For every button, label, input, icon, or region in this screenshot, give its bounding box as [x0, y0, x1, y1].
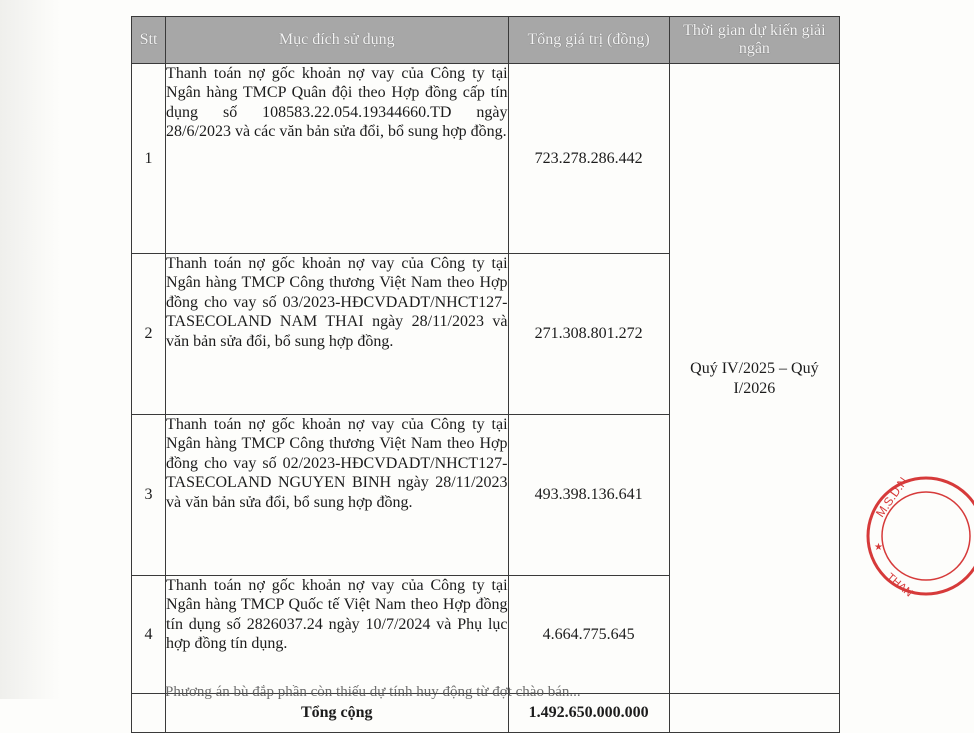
total-label: Tổng cộng [166, 694, 508, 733]
company-seal-stamp [864, 466, 974, 606]
page-edge-shadow [0, 0, 60, 699]
row-value: 723.278.286.442 [508, 64, 669, 254]
svg-text:M.S.D.N: M.S.D.N [872, 474, 911, 520]
row-value: 4.664.775.645 [508, 576, 669, 694]
header-stt: Stt [132, 17, 166, 64]
total-value: 1.492.650.000.000 [508, 694, 669, 733]
disbursement-time: Quý IV/2025 – Quý I/2026 [669, 64, 839, 694]
row-purpose: Thanh toán nợ gốc khoản nợ vay của Công ty tại Ngân hàng TMCP Quân đội theo Hợp đồng cấp tín dụng số 108583.22.054.19344660.TD ngày 28/6/2023 và các văn bản sửa đổi, bổ sung hợp đồng. [166, 64, 508, 254]
row-purpose: Thanh toán nợ gốc khoản nợ vay của Công ty tại Ngân hàng TMCP Công thương Việt Nam theo Hợp đồng cho vay số 03/2023-HĐCVDADT/NHCT127-TASECOLAND NAM THAI ngày 28/11/2023 và văn bản sửa đổi, bổ sung hợp đồng. [166, 254, 508, 415]
row-purpose: Thanh toán nợ gốc khoản nợ vay của Công ty tại Ngân hàng TMCP Công thương Việt Nam theo Hợp đồng cho vay số 02/2023-HĐCVDADT/NHCT127-TASECOLAND NGUYEN BINH ngày 28/11/2023 và văn bản sửa đổi, bổ sung hợp đồng. [166, 415, 508, 576]
row-stt: 4 [132, 576, 166, 694]
row-stt: 1 [132, 64, 166, 254]
capital-use-table [131, 16, 840, 733]
row-stt: 3 [132, 415, 166, 576]
table-header-row [132, 17, 840, 64]
row-purpose: Thanh toán nợ gốc khoản nợ vay của Công ty tại Ngân hàng TMCP Quốc tế Việt Nam theo Hợp đồng tín dụng số 2826037.24 ngày 10/7/2024 và Phụ lục hợp đồng tín dụng. [166, 576, 508, 694]
total-empty-cell [132, 694, 166, 733]
row-value: 271.308.801.272 [508, 254, 669, 415]
header-time: Thời gian dự kiến giải ngân [669, 17, 839, 64]
svg-text:★: ★ [874, 542, 883, 553]
table-row [132, 64, 840, 254]
svg-text:THAN: THAN [884, 571, 915, 600]
row-stt: 2 [132, 254, 166, 415]
header-value: Tổng giá trị (đồng) [508, 17, 669, 64]
header-purpose: Mục đích sử dụng [166, 17, 508, 64]
row-value: 493.398.136.641 [508, 415, 669, 576]
footer-paragraph-fragment: Phương án bù đắp phần còn thiếu dự tính huy động từ đợt chào bán... [165, 684, 581, 700]
